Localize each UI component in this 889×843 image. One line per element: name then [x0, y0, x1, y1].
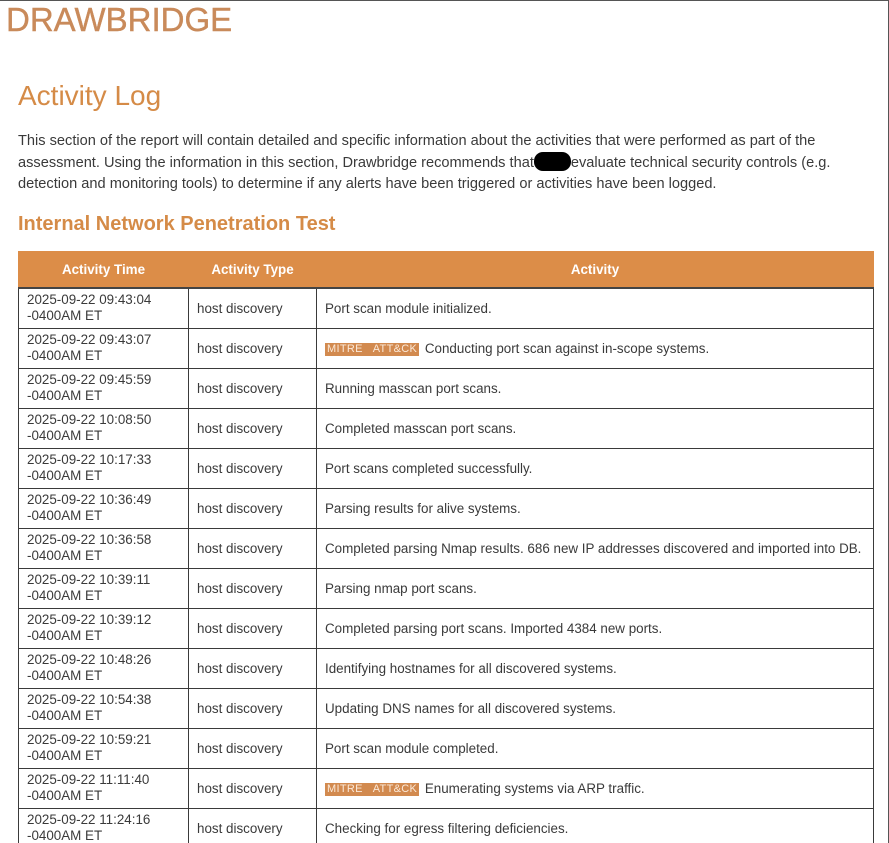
table-row [19, 288, 874, 329]
activity-time-zone: -0400AM ET [27, 428, 103, 443]
activity-time-date: 2025-09-22 10:39:11 [27, 572, 151, 587]
activity-time-cell [19, 529, 189, 569]
activity-time-zone: -0400AM ET [27, 348, 103, 363]
table-row [19, 569, 874, 609]
activity-time-date: 2025-09-22 11:11:40 [27, 772, 150, 787]
drawbridge-logo: DRAWBRIDGE [6, 1, 233, 38]
table-row [19, 649, 874, 689]
activity-type-cell: host discovery [189, 609, 317, 649]
activity-time-cell [19, 689, 189, 729]
activity-time-zone: -0400AM ET [27, 308, 103, 323]
mitre-attack-badge[interactable] [325, 783, 419, 796]
activity-time-date: 2025-09-22 10:39:12 [27, 612, 152, 627]
activity-type-cell: host discovery [189, 329, 317, 369]
table-row [19, 729, 874, 769]
activity-type-cell: host discovery [189, 489, 317, 529]
activity-cell [317, 809, 874, 843]
activity-type-cell: host discovery [189, 449, 317, 489]
intro-text-part1: This section of the report will contain detailed and specific information about the activities that were performed as part of the assessment. Using the information in this section, Drawbridge recommends that [18, 133, 816, 171]
activity-time-cell [19, 369, 189, 409]
activity-type-cell: host discovery [189, 729, 317, 769]
activity-text: Enumerating systems via ARP traffic. [424, 780, 645, 796]
mitre-attack-badge[interactable] [325, 343, 419, 356]
activity-type-cell: host discovery [189, 409, 317, 449]
activity-text: Port scan module initialized. [325, 300, 492, 316]
activity-time-date: 2025-09-22 10:54:38 [27, 692, 152, 707]
mitre-badge-left: MITRE [327, 782, 363, 795]
activity-time-date: 2025-09-22 10:08:50 [27, 412, 152, 427]
section-title: Internal Network Penetration Test [18, 213, 336, 235]
mitre-badge-right: ATT&CK [372, 782, 418, 795]
activity-cell [317, 329, 874, 369]
activity-cell [317, 609, 874, 649]
activity-time-cell [19, 769, 189, 809]
activity-type-cell: host discovery [189, 529, 317, 569]
activity-cell [317, 649, 874, 689]
activity-text: Port scan module completed. [325, 740, 499, 756]
activity-time-date: 2025-09-22 10:48:26 [27, 652, 152, 667]
activity-time-zone: -0400AM ET [27, 468, 103, 483]
activity-cell [317, 489, 874, 529]
activity-type-cell: host discovery [189, 649, 317, 689]
activity-time-cell [19, 329, 189, 369]
activity-time-zone: -0400AM ET [27, 708, 103, 723]
redaction-mark [534, 152, 571, 171]
activity-cell [317, 529, 874, 569]
activity-text: Parsing results for alive systems. [325, 500, 521, 516]
column-header-activity-time: Activity Time [19, 251, 189, 288]
activity-text: Completed parsing Nmap results. 686 new IP addresses discovered and imported into DB. [325, 540, 862, 556]
activity-time-date: 2025-09-22 09:45:59 [27, 372, 152, 387]
activity-text: Port scans completed successfully. [325, 460, 533, 476]
activity-type-cell: host discovery [189, 689, 317, 729]
table-row [19, 449, 874, 489]
activity-log-table [18, 251, 874, 843]
activity-text: Conducting port scan against in-scope systems. [424, 340, 710, 356]
activity-cell [317, 288, 874, 329]
column-header-activity-type: Activity Type [189, 251, 317, 288]
activity-text: Parsing nmap port scans. [325, 580, 477, 596]
activity-type-cell: host discovery [189, 769, 317, 809]
activity-type-cell: host discovery [189, 809, 317, 843]
activity-text: Identifying hostnames for all discovered systems. [325, 660, 617, 676]
table-row [19, 809, 874, 843]
column-header-activity: Activity [317, 251, 874, 288]
mitre-badge-right: ATT&CK [372, 342, 418, 355]
table-row [19, 529, 874, 569]
activity-text: Updating DNS names for all discovered systems. [325, 700, 616, 716]
activity-log-body [19, 288, 874, 843]
table-row [19, 329, 874, 369]
activity-time-date: 2025-09-22 10:59:21 [27, 732, 152, 747]
table-row [19, 769, 874, 809]
activity-time-date: 2025-09-22 09:43:07 [27, 332, 152, 347]
activity-text: Running masscan port scans. [325, 380, 502, 396]
activity-type-cell: host discovery [189, 288, 317, 329]
activity-time-zone: -0400AM ET [27, 548, 103, 563]
activity-cell [317, 769, 874, 809]
activity-time-zone: -0400AM ET [27, 748, 103, 763]
table-header-row [19, 251, 874, 288]
mitre-badge-left: MITRE [327, 342, 363, 355]
activity-time-zone: -0400AM ET [27, 828, 103, 843]
activity-text: Checking for egress filtering deficiencies. [325, 820, 569, 836]
activity-cell [317, 409, 874, 449]
table-row [19, 369, 874, 409]
activity-cell [317, 729, 874, 769]
activity-time-cell [19, 609, 189, 649]
activity-time-date: 2025-09-22 10:36:49 [27, 492, 152, 507]
activity-type-cell: host discovery [189, 569, 317, 609]
activity-time-cell [19, 729, 189, 769]
activity-time-date: 2025-09-22 10:36:58 [27, 532, 152, 547]
intro-text-part2: evaluate technical security controls (e.g. detection and monitoring tools) to determine if any alerts have been triggered or activities have been logged. [18, 155, 831, 192]
activity-text: Completed masscan port scans. [325, 420, 517, 436]
activity-time-cell [19, 489, 189, 529]
table-row [19, 609, 874, 649]
table-row [19, 689, 874, 729]
table-row [19, 409, 874, 449]
activity-cell [317, 569, 874, 609]
activity-cell [317, 449, 874, 489]
activity-time-cell [19, 569, 189, 609]
activity-time-zone: -0400AM ET [27, 628, 103, 643]
activity-time-date: 2025-09-22 09:43:04 [27, 292, 152, 307]
activity-text: Completed parsing port scans. Imported 4384 new ports. [325, 620, 663, 636]
page-title: Activity Log [18, 80, 162, 111]
activity-cell [317, 689, 874, 729]
activity-time-zone: -0400AM ET [27, 788, 103, 803]
activity-time-cell [19, 409, 189, 449]
activity-time-cell [19, 649, 189, 689]
intro-paragraph [18, 131, 870, 195]
activity-type-cell: host discovery [189, 369, 317, 409]
activity-time-cell [19, 449, 189, 489]
activity-time-zone: -0400AM ET [27, 588, 103, 603]
activity-time-zone: -0400AM ET [27, 508, 103, 523]
activity-time-zone: -0400AM ET [27, 388, 103, 403]
activity-time-date: 2025-09-22 11:24:16 [27, 812, 151, 827]
activity-time-date: 2025-09-22 10:17:33 [27, 452, 152, 467]
activity-cell [317, 369, 874, 409]
activity-time-zone: -0400AM ET [27, 668, 103, 683]
activity-time-cell [19, 288, 189, 329]
activity-time-cell [19, 809, 189, 843]
table-row [19, 489, 874, 529]
